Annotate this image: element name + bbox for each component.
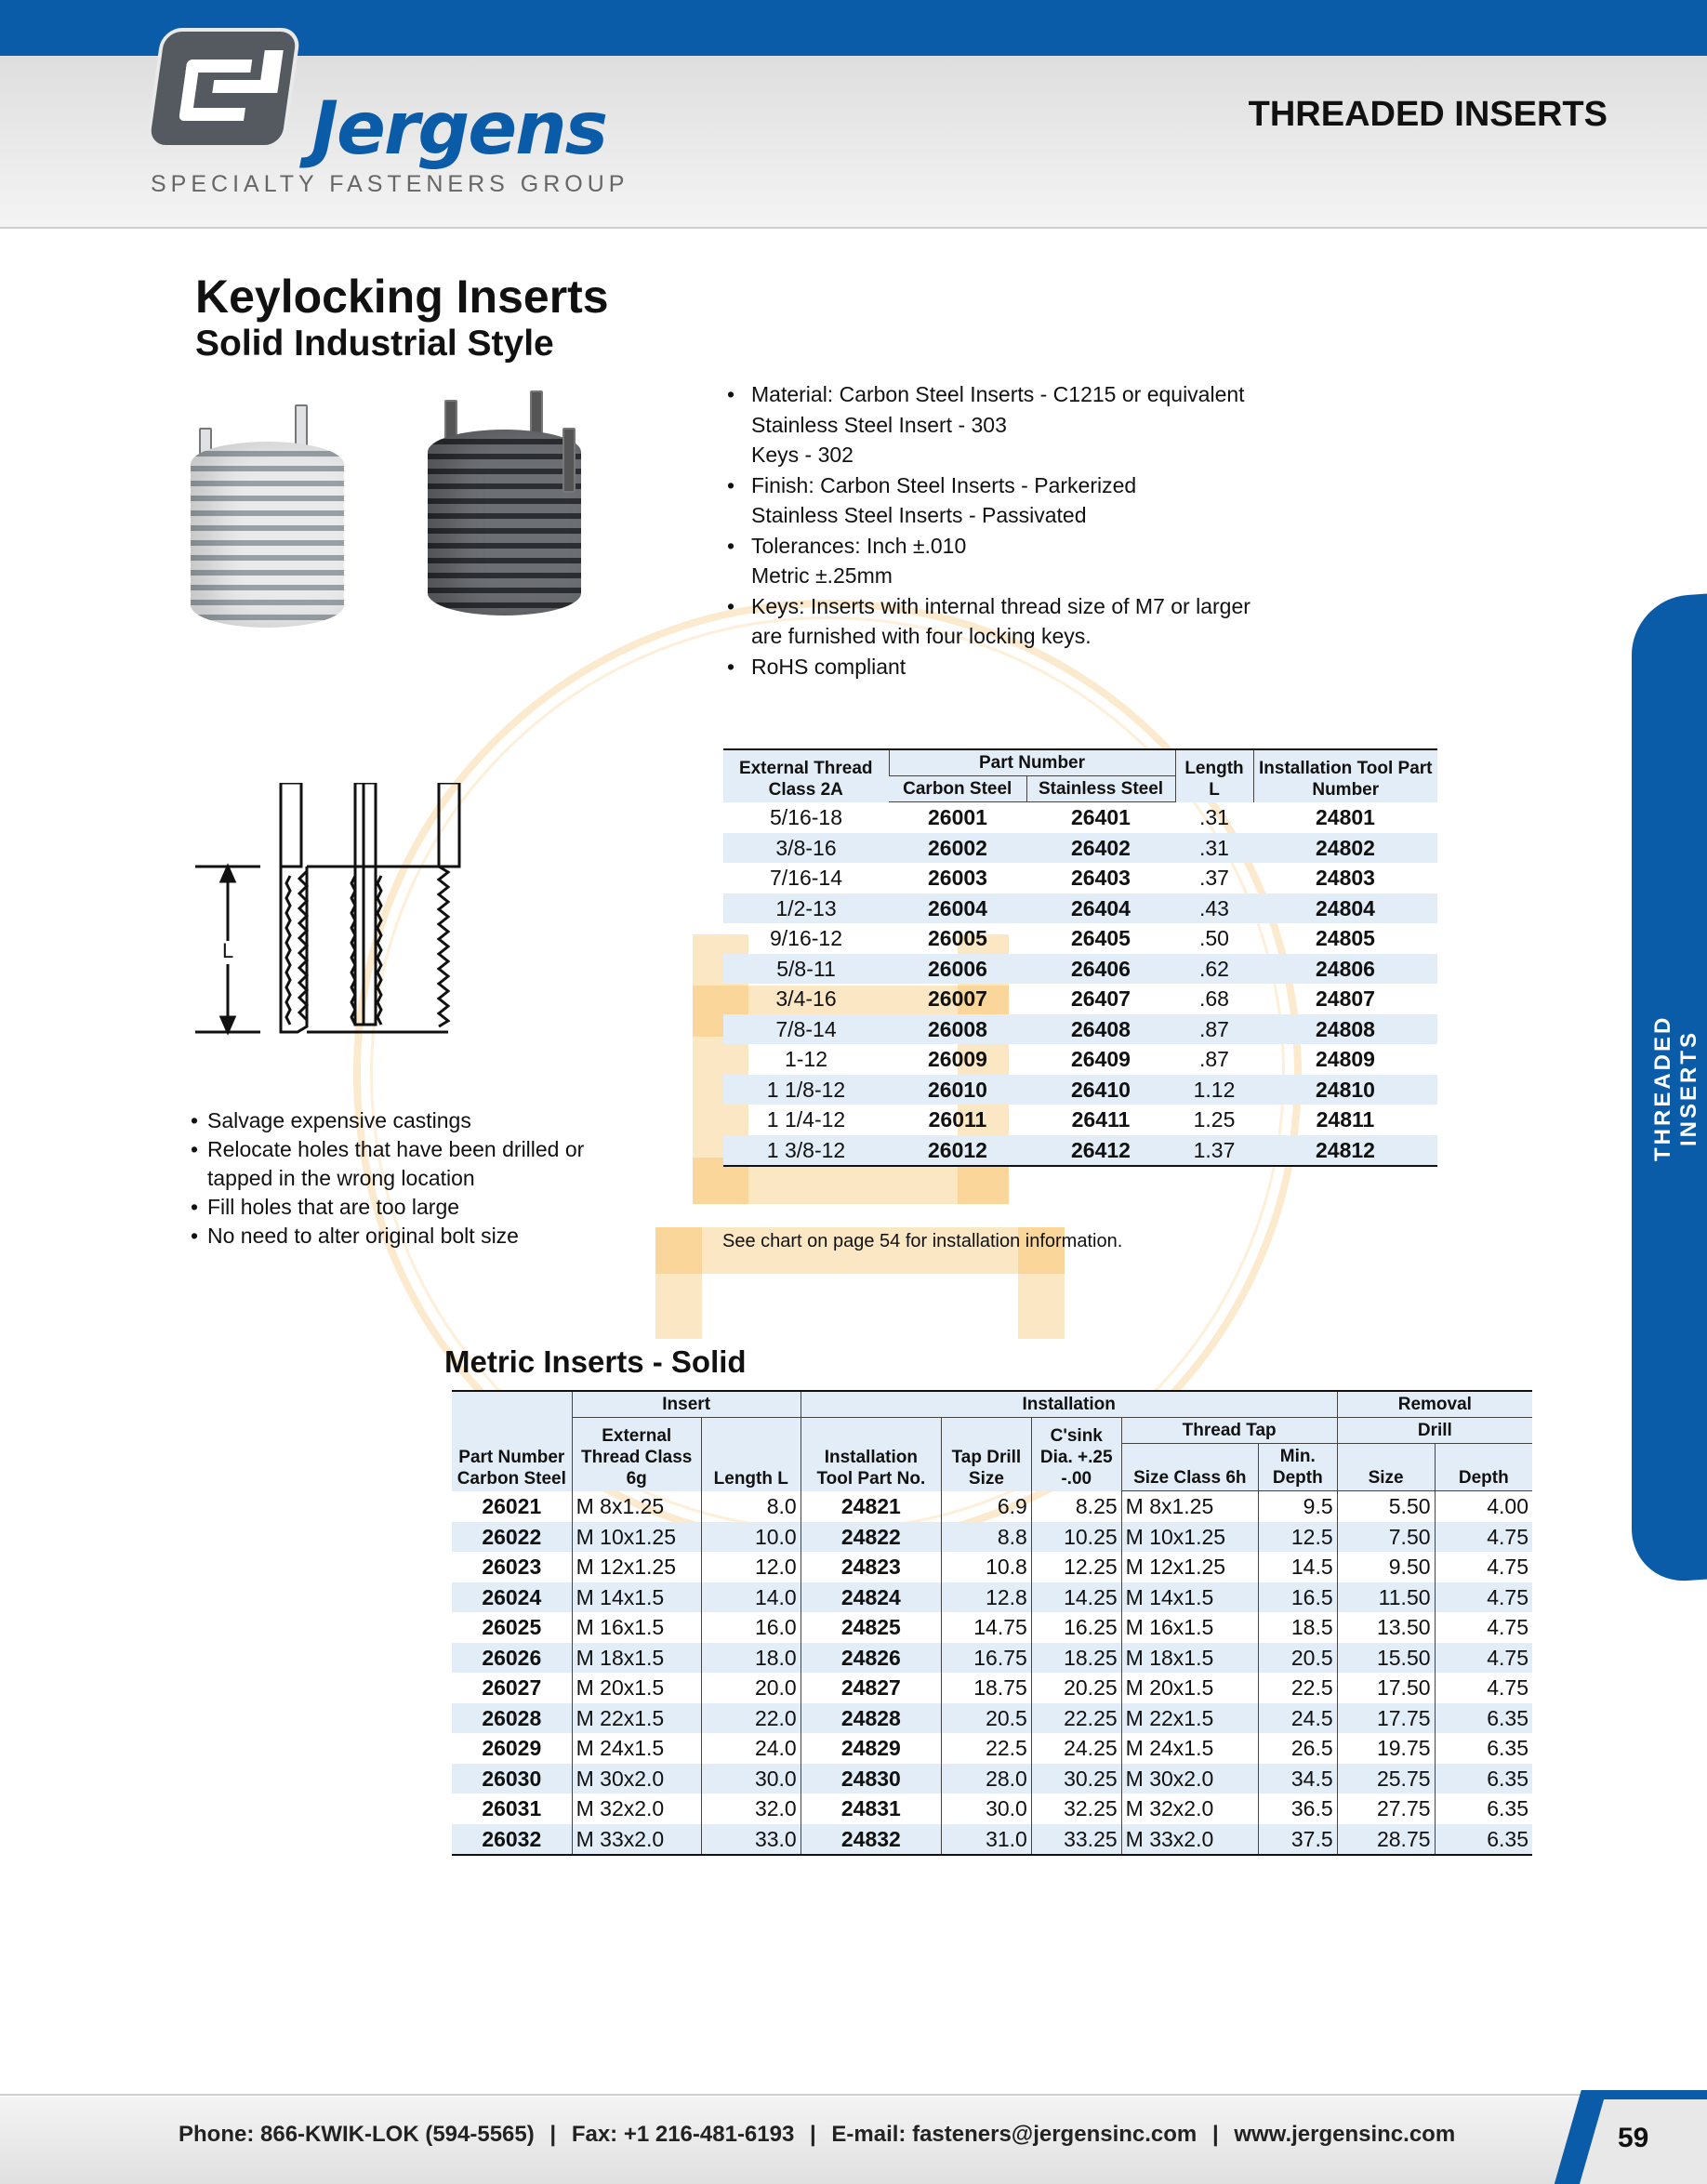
- table-cell: 9.50: [1337, 1552, 1435, 1582]
- table-row: [452, 1794, 1532, 1824]
- inch-inserts-table: [723, 748, 1437, 1167]
- list-item: • Keys: Inserts with internal thread size of M7 or larger: [725, 591, 1302, 622]
- table-cell: 32.25: [1031, 1794, 1121, 1824]
- table-cell: 26410: [1026, 1075, 1175, 1105]
- table-row: [452, 1673, 1532, 1703]
- table-cell: 24807: [1316, 986, 1375, 1011]
- table-cell: 26009: [928, 1047, 987, 1071]
- table-cell: 1 3/8-12: [723, 1135, 889, 1167]
- table-cell: 1.12: [1175, 1075, 1253, 1105]
- list-item: • RoHS compliant: [725, 652, 1302, 682]
- table-cell: 26012: [889, 1135, 1026, 1167]
- footer-contact: [179, 2122, 1455, 2148]
- table-cell: 1.25: [1193, 1107, 1236, 1132]
- column-header-group: Insert: [572, 1391, 801, 1418]
- table-cell: 7.50: [1337, 1522, 1435, 1553]
- table-cell: 26402: [1026, 833, 1175, 864]
- table-cell: 20.5: [1258, 1643, 1337, 1674]
- table-cell: 4.75: [1435, 1612, 1532, 1643]
- table-cell: 14.5: [1258, 1552, 1337, 1582]
- table-cell: 22.5: [942, 1733, 1032, 1764]
- table-cell: 26031: [482, 1796, 542, 1820]
- table-cell: 26406: [1026, 954, 1175, 985]
- table-cell: M 18x1.5: [1121, 1643, 1258, 1674]
- column-header: Min. Depth: [1258, 1444, 1337, 1491]
- table-cell: 14.75: [942, 1612, 1032, 1643]
- table-row: [452, 1552, 1532, 1582]
- column-header: Carbon Steel: [889, 776, 1026, 802]
- table-cell: M 30x2.0: [572, 1764, 701, 1794]
- table-cell: 24825: [801, 1612, 941, 1643]
- table-row: [723, 1075, 1437, 1105]
- table-cell: 17.75: [1337, 1703, 1435, 1734]
- table-cell: 12.5: [1258, 1522, 1337, 1553]
- table-cell: 7/16-14: [769, 866, 842, 890]
- table-cell: 6.35: [1435, 1733, 1532, 1764]
- table-cell: 26021: [482, 1493, 542, 1518]
- table-row: [723, 1135, 1437, 1167]
- table-row: [723, 893, 1437, 924]
- table-cell: 24.25: [1031, 1733, 1121, 1764]
- table-cell: 26405: [1071, 926, 1131, 950]
- table-cell: 33.0: [701, 1824, 801, 1856]
- table-row: [723, 1105, 1437, 1135]
- table-cell: 24806: [1253, 954, 1437, 985]
- table-cell: 18.25: [1031, 1643, 1121, 1674]
- table-cell: 1/2-13: [723, 893, 889, 924]
- table-cell: 32.0: [701, 1794, 801, 1824]
- table-cell: 36.5: [1258, 1794, 1337, 1824]
- table-cell: 24804: [1253, 893, 1437, 924]
- table-row: [452, 1824, 1532, 1856]
- table-cell: 24830: [801, 1764, 941, 1794]
- table-cell: 9/16-12: [769, 926, 842, 950]
- table-cell: M 32x2.0: [572, 1794, 701, 1824]
- watermark-shape: [655, 1227, 702, 1339]
- jergens-logo-icon: [145, 28, 301, 149]
- table-cell: 30.0: [942, 1794, 1032, 1824]
- table-cell: 33.25: [1031, 1824, 1121, 1856]
- insert-dimension-diagram: [195, 783, 465, 1043]
- table-cell: 19.75: [1337, 1733, 1435, 1764]
- table-cell: 24809: [1316, 1047, 1375, 1071]
- table-cell: M 14x1.5: [572, 1582, 701, 1613]
- table-row: [723, 954, 1437, 985]
- table-cell: 26407: [1071, 986, 1131, 1011]
- table-cell: 26025: [482, 1615, 542, 1639]
- table-row: [452, 1522, 1532, 1553]
- table-cell: M 22x1.5: [572, 1703, 701, 1734]
- table-cell: 22.0: [701, 1703, 801, 1734]
- table-row: [452, 1612, 1532, 1643]
- column-header-group: Part Number: [889, 749, 1175, 776]
- table-cell: M 10x1.25: [1121, 1522, 1258, 1553]
- page-number: 59: [1618, 2123, 1649, 2153]
- table-cell: 26409: [1071, 1047, 1131, 1071]
- table-cell: 26007: [928, 986, 987, 1011]
- table-cell: 31.0: [942, 1824, 1032, 1856]
- table-cell: 4.75: [1435, 1522, 1532, 1553]
- table-cell: 24802: [1253, 833, 1437, 864]
- column-header-group: Drill: [1337, 1418, 1532, 1444]
- list-item: • Material: Carbon Steel Inserts - C1215 or equivalent: [725, 379, 1302, 410]
- inch-table-body: [723, 802, 1437, 1167]
- column-header-group: Installation: [801, 1391, 1337, 1418]
- table-cell: .62: [1175, 954, 1253, 985]
- table-cell: 8.0: [701, 1491, 801, 1522]
- table-row: [723, 802, 1437, 833]
- table-cell: 24.5: [1258, 1703, 1337, 1734]
- table-cell: 26408: [1026, 1014, 1175, 1045]
- table-cell: 10.0: [701, 1522, 801, 1553]
- table-cell: 30.25: [1031, 1764, 1121, 1794]
- table-cell: 6.9: [942, 1491, 1032, 1522]
- table-cell: 26010: [889, 1075, 1026, 1105]
- table-cell: 20.25: [1031, 1673, 1121, 1703]
- table-cell: .37: [1199, 866, 1229, 890]
- table-cell: 24.0: [701, 1733, 801, 1764]
- table-cell: 14.25: [1031, 1582, 1121, 1613]
- table-cell: 34.5: [1258, 1764, 1337, 1794]
- table-cell: 30.0: [701, 1764, 801, 1794]
- list-item: • Fill holes that are too large: [191, 1193, 628, 1222]
- footer-fax: Fax: +1 216-481-6193: [571, 2122, 795, 2147]
- table-cell: M 16x1.5: [1121, 1612, 1258, 1643]
- table-cell: 26001: [928, 805, 987, 829]
- table-row: [452, 1733, 1532, 1764]
- table-cell: 22.5: [1258, 1673, 1337, 1703]
- table-cell: 24801: [1316, 804, 1375, 829]
- table-row: [723, 1044, 1437, 1075]
- metric-inserts-table: [452, 1390, 1532, 1856]
- table-row: [723, 1014, 1437, 1045]
- footer-separator: |: [549, 2122, 557, 2147]
- table-cell: 6.35: [1435, 1824, 1532, 1856]
- table-cell: 26401: [1071, 805, 1131, 829]
- column-header: C'sink Dia. +.25 -.00: [1031, 1418, 1121, 1491]
- table-cell: 24822: [801, 1522, 941, 1553]
- table-cell: 24829: [801, 1733, 941, 1764]
- table-cell: 3/4-16: [775, 986, 837, 1011]
- table-cell: 8.8: [942, 1522, 1032, 1553]
- side-tab-label: THREADED INSERTS: [1650, 1014, 1701, 1161]
- table-cell: 6.35: [1435, 1764, 1532, 1794]
- table-cell: .68: [1199, 986, 1229, 1011]
- table-cell: .31: [1175, 833, 1253, 864]
- table-cell: 26030: [452, 1764, 572, 1794]
- table-cell: 5/16-18: [769, 804, 842, 829]
- footer-divider: [0, 2094, 1581, 2096]
- column-header: Size: [1337, 1444, 1435, 1491]
- table-cell: 24811: [1316, 1107, 1375, 1132]
- table-cell: M 16x1.5: [572, 1612, 701, 1643]
- table-cell: 1.37: [1175, 1135, 1253, 1167]
- table-row: [452, 1491, 1532, 1522]
- table-cell: 26027: [482, 1675, 542, 1700]
- dimension-label: L: [222, 939, 234, 962]
- table-cell: 22.25: [1031, 1703, 1121, 1734]
- table-cell: 10.25: [1031, 1522, 1121, 1553]
- table-cell: 24824: [801, 1582, 941, 1613]
- table-cell: 26023: [482, 1555, 542, 1579]
- table-cell: M 8x1.25: [1121, 1491, 1258, 1522]
- table-cell: .43: [1175, 893, 1253, 924]
- table-cell: M 22x1.5: [1121, 1703, 1258, 1734]
- table-cell: 24826: [801, 1643, 941, 1674]
- column-header-group: Removal: [1337, 1391, 1532, 1418]
- table-cell: 24808: [1253, 1014, 1437, 1045]
- table-cell: 14.0: [701, 1582, 801, 1613]
- list-item: Metric ±.25mm: [751, 563, 893, 588]
- column-header: External Thread Class 2A: [723, 749, 889, 802]
- table-row: [723, 984, 1437, 1014]
- table-row: [452, 1582, 1532, 1613]
- table-cell: M 8x1.25: [572, 1491, 701, 1522]
- table-cell: .87: [1175, 1014, 1253, 1045]
- table-cell: 24823: [801, 1552, 941, 1582]
- table-row: [723, 833, 1437, 864]
- column-header: Tap Drill Size: [942, 1418, 1032, 1491]
- table-cell: M 33x2.0: [1121, 1824, 1258, 1856]
- table-cell: 37.5: [1258, 1824, 1337, 1856]
- table-cell: 8.25: [1031, 1491, 1121, 1522]
- list-item: • Tolerances: Inch ±.010: [725, 531, 1302, 562]
- table-cell: M 32x2.0: [1121, 1794, 1258, 1824]
- table-row: [723, 923, 1437, 954]
- table-cell: 26004: [889, 893, 1026, 924]
- table-cell: 7/8-14: [723, 1014, 889, 1045]
- table-cell: 15.50: [1337, 1643, 1435, 1674]
- table-cell: 26.5: [1258, 1733, 1337, 1764]
- table-cell: 28.75: [1337, 1824, 1435, 1856]
- table-cell: 16.75: [942, 1643, 1032, 1674]
- table-cell: 9.5: [1258, 1491, 1337, 1522]
- table-cell: 6.35: [1435, 1794, 1532, 1824]
- table-row: [452, 1703, 1532, 1734]
- page-title: Keylocking Inserts: [195, 271, 609, 323]
- table-cell: 26404: [1026, 893, 1175, 924]
- table-cell: 24832: [801, 1824, 941, 1856]
- column-header: Stainless Steel: [1026, 776, 1175, 802]
- table-cell: 11.50: [1337, 1582, 1435, 1613]
- table-cell: 5.50: [1337, 1491, 1435, 1522]
- table-cell: 24810: [1253, 1075, 1437, 1105]
- section-title: THREADED INSERTS: [1248, 95, 1608, 134]
- list-item: are furnished with four locking keys.: [751, 624, 1092, 648]
- table-cell: M 33x2.0: [572, 1824, 701, 1856]
- column-header: External Thread Class 6g: [572, 1418, 701, 1491]
- list-item: • Salvage expensive castings: [191, 1106, 628, 1135]
- table-cell: 3/8-16: [723, 833, 889, 864]
- table-cell: 24805: [1316, 926, 1375, 950]
- list-item: Stainless Steel Inserts - Passivated: [751, 503, 1087, 527]
- table-cell: .50: [1199, 926, 1229, 950]
- table-cell: M 20x1.5: [572, 1673, 701, 1703]
- table-cell: M 20x1.5: [1121, 1673, 1258, 1703]
- table-cell: 5/8-11: [723, 954, 889, 985]
- table-cell: 26002: [889, 833, 1026, 864]
- footer-website[interactable]: www.jergensinc.com: [1234, 2122, 1456, 2147]
- table-cell: 18.5: [1258, 1612, 1337, 1643]
- list-item: Stainless Steel Insert - 303: [751, 412, 1007, 437]
- table-cell: 24831: [801, 1794, 941, 1824]
- list-item: tapped in the wrong location: [207, 1166, 475, 1190]
- table-cell: 28.0: [942, 1764, 1032, 1794]
- table-cell: 26005: [928, 926, 987, 950]
- chart-note: See chart on page 54 for installation information.: [722, 1231, 1123, 1251]
- table-cell: M 12x1.25: [1121, 1552, 1258, 1582]
- table-cell: 26028: [452, 1703, 572, 1734]
- table-cell: 20.0: [701, 1673, 801, 1703]
- table-cell: M 12x1.25: [572, 1552, 701, 1582]
- table-cell: 24828: [801, 1703, 941, 1734]
- table-cell: M 18x1.5: [572, 1643, 701, 1674]
- table-cell: M 14x1.5: [1121, 1582, 1258, 1613]
- table-cell: 4.75: [1435, 1643, 1532, 1674]
- table-cell: 1 1/4-12: [766, 1107, 846, 1132]
- table-cell: 26024: [452, 1582, 572, 1613]
- table-row: [452, 1643, 1532, 1674]
- table-cell: M 30x2.0: [1121, 1764, 1258, 1794]
- table-cell: 27.75: [1337, 1794, 1435, 1824]
- column-header: Size Class 6h: [1121, 1444, 1258, 1491]
- column-header-group: Thread Tap: [1121, 1418, 1337, 1444]
- table-cell: 24803: [1316, 866, 1375, 890]
- table-row: [723, 863, 1437, 893]
- table-cell: 26026: [452, 1643, 572, 1674]
- spec-bullet-list: [725, 379, 1302, 682]
- table-row: [452, 1764, 1532, 1794]
- table-cell: 4.75: [1435, 1552, 1532, 1582]
- metric-table-body: [452, 1491, 1532, 1856]
- column-header: Depth: [1435, 1444, 1532, 1491]
- table-cell: 16.5: [1258, 1582, 1337, 1613]
- table-cell: 25.75: [1337, 1764, 1435, 1794]
- column-header: Installation Tool Part No.: [801, 1418, 941, 1491]
- table-cell: 13.50: [1337, 1612, 1435, 1643]
- brand-subtitle: SPECIALTY FASTENERS GROUP: [151, 171, 629, 197]
- footer-email[interactable]: E-mail: fasteners@jergensinc.com: [831, 2122, 1198, 2147]
- brand-name: Jergens: [311, 87, 607, 171]
- footer-separator: |: [810, 2122, 816, 2147]
- table-cell: 24821: [801, 1491, 941, 1522]
- table-cell: 12.8: [942, 1582, 1032, 1613]
- table-cell: 12.25: [1031, 1552, 1121, 1582]
- table-cell: 24827: [801, 1673, 941, 1703]
- table-cell: 4.75: [1435, 1582, 1532, 1613]
- table-cell: 26411: [1071, 1107, 1131, 1132]
- table-cell: 26011: [928, 1107, 987, 1132]
- table-cell: 20.5: [942, 1703, 1032, 1734]
- list-item: Keys - 302: [751, 443, 854, 467]
- table-cell: 12.0: [701, 1552, 801, 1582]
- table-cell: .87: [1199, 1047, 1229, 1071]
- footer-phone: Phone: 866-KWIK-LOK (594-5565): [179, 2122, 535, 2147]
- table-cell: 26008: [889, 1014, 1026, 1045]
- table-cell: 16.0: [701, 1612, 801, 1643]
- table-cell: 26022: [452, 1522, 572, 1553]
- table-cell: 4.00: [1435, 1491, 1532, 1522]
- table-cell: 16.25: [1031, 1612, 1121, 1643]
- table-cell: 10.8: [942, 1552, 1032, 1582]
- page-subtitle: Solid Industrial Style: [195, 324, 554, 364]
- table-cell: M 10x1.25: [572, 1522, 701, 1553]
- list-item: • Relocate holes that have been drilled or: [191, 1135, 628, 1164]
- table-cell: 26032: [452, 1824, 572, 1856]
- table-cell: 4.75: [1435, 1673, 1532, 1703]
- table-cell: 26412: [1026, 1135, 1175, 1167]
- table-cell: M 24x1.5: [572, 1733, 701, 1764]
- table-cell: 26403: [1071, 866, 1131, 890]
- table-cell: 1 1/8-12: [723, 1075, 889, 1105]
- table-cell: 26003: [928, 866, 987, 890]
- column-header: Length L: [1175, 749, 1253, 802]
- metric-section-title: Metric Inserts - Solid: [444, 1344, 747, 1379]
- table-cell: 26029: [482, 1736, 542, 1760]
- table-cell: 26006: [889, 954, 1026, 985]
- table-cell: 1-12: [784, 1047, 828, 1071]
- table-cell: 6.35: [1435, 1703, 1532, 1734]
- benefit-bullet-list: [191, 1106, 628, 1251]
- column-header: Installation Tool Part Number: [1253, 749, 1437, 802]
- table-cell: 18.0: [701, 1643, 801, 1674]
- list-item: • Finish: Carbon Steel Inserts - Parkerized: [725, 470, 1302, 501]
- table-cell: 24812: [1253, 1135, 1437, 1167]
- table-cell: M 24x1.5: [1121, 1733, 1258, 1764]
- footer-separator: |: [1211, 2122, 1219, 2147]
- table-cell: 17.50: [1337, 1673, 1435, 1703]
- list-item: • No need to alter original bolt size: [191, 1222, 628, 1251]
- table-cell: .31: [1199, 804, 1229, 829]
- column-header: Length L: [701, 1418, 801, 1491]
- table-cell: 18.75: [942, 1673, 1032, 1703]
- column-header: Part Number Carbon Steel: [452, 1391, 572, 1491]
